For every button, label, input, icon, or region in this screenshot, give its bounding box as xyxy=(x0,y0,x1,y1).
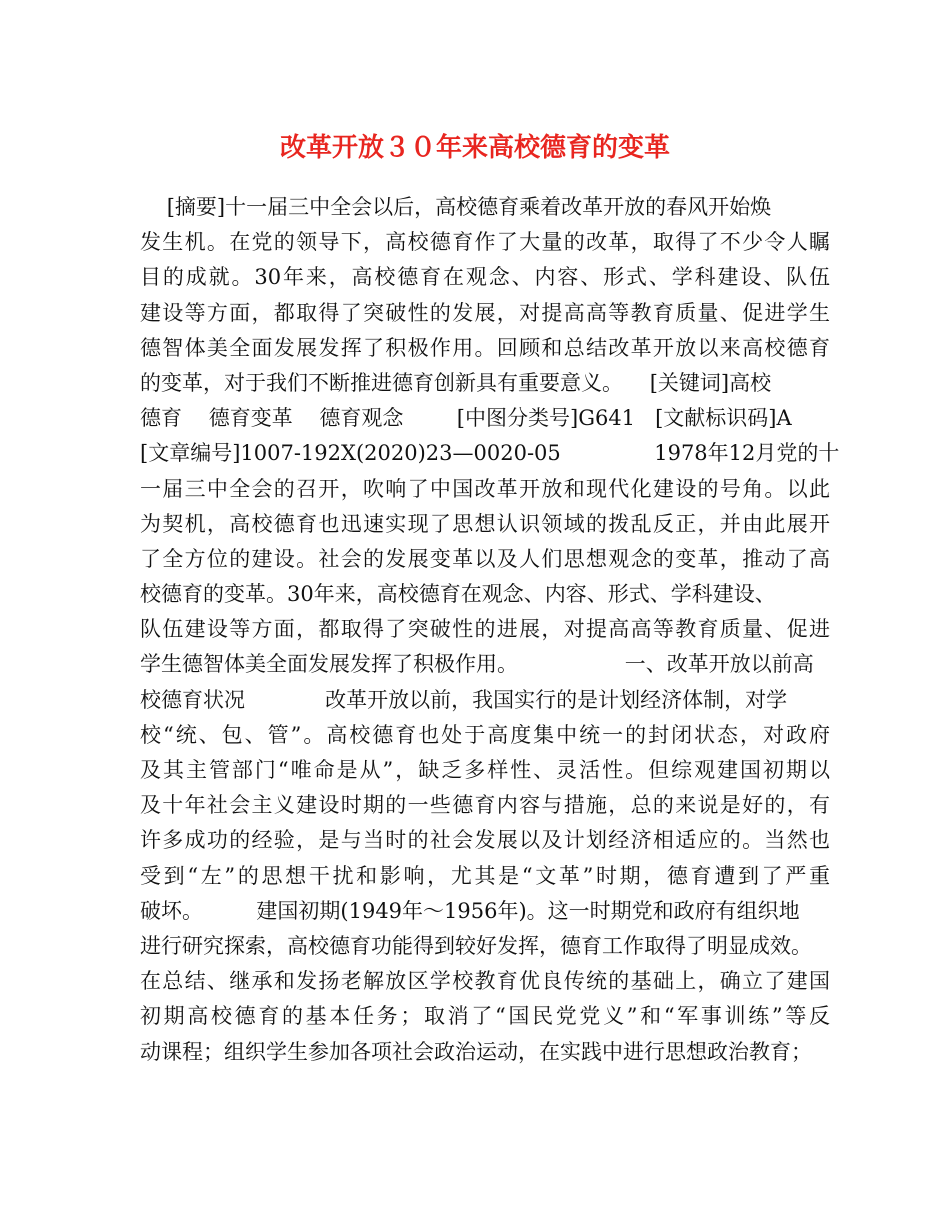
body-line: 的变革，对于我们不断推进德育创新具有重要意义。 [关键词]高校 xyxy=(140,370,772,395)
body-line: 受到“左”的思想干扰和影响，尤其是“文革”时期，德育遭到了严重 xyxy=(140,863,830,888)
body-line: 发生机。在党的领导下，高校德育作了大量的改革，取得了不少令人瞩 xyxy=(140,230,830,255)
body-line: 了全方位的建设。社会的发展变革以及人们思想观念的变革，推动了高 xyxy=(140,546,830,571)
body-line: 破坏。 建国初期(1949年～1956年)。这一时期党和政府有组织地 xyxy=(140,898,800,923)
document-body xyxy=(140,190,840,1070)
body-line: 动课程；组织学生参加各项社会政治运动，在实践中进行思想政治教育； xyxy=(140,1039,812,1064)
body-line: 校德育的变革。30年来，高校德育在观念、内容、形式、学科建设、 xyxy=(140,582,776,607)
body-line: 一届三中全会的召开，吹响了中国改革开放和现代化建设的号角。以此 xyxy=(140,476,830,501)
document-title: 改革开放３０年来高校德育的变革 xyxy=(279,133,670,163)
body-line: 队伍建设等方面，都取得了突破性的进展，对提高高等教育质量、促进 xyxy=(140,617,830,642)
body-line: 及其主管部门“唯命是从”，缺乏多样性、灵活性。但综观建国初期以 xyxy=(140,758,830,782)
body-line: 进行研究探索，高校德育功能得到较好发挥，德育工作取得了明显成效。 xyxy=(140,933,812,958)
body-line: 建设等方面，都取得了突破性的发展，对提高高等教育质量、促进学生 xyxy=(140,300,830,325)
body-line: 初期高校德育的基本任务；取消了“国民党党义”和“军事训练”等反 xyxy=(140,1004,830,1029)
body-line: 为契机，高校德育也迅速实现了思想认识领域的拨乱反正，并由此展开 xyxy=(140,511,830,536)
body-line: [摘要]十一届三中全会以后，高校德育乘着改革开放的春风开始焕 xyxy=(140,195,772,219)
body-line: 德育 德育变革 德育观念 [中图分类号]G641 [文献标识码]A xyxy=(140,406,792,431)
body-line: 及十年社会主义建设时期的一些德育内容与措施，总的来说是好的，有 xyxy=(140,793,830,818)
body-line: 学生德智体美全面发展发挥了积极作用。 一、改革开放以前高 xyxy=(140,652,814,677)
body-line: 校“统、包、管”。高校德育也处于高度集中统一的封闭状态，对政府 xyxy=(140,722,830,747)
body-line: [文章编号]1007-192X(2020)23—0020-05 1978年12月党的十 xyxy=(140,441,840,466)
body-line: 许多成功的经验，是与当时的社会发展以及计划经济相适应的。当然也 xyxy=(140,828,830,853)
body-line: 在总结、继承和发扬老解放区学校教育优良传统的基础上，确立了建国 xyxy=(140,969,830,994)
body-line: 目的成就。30年来，高校德育在观念、内容、形式、学科建设、队伍 xyxy=(140,265,830,290)
body-line: 校德育状况 改革开放以前，我国实行的是计划经济体制，对学 xyxy=(140,687,788,712)
body-line: 德智体美全面发展发挥了积极作用。回顾和总结改革开放以来高校德育 xyxy=(140,335,830,360)
